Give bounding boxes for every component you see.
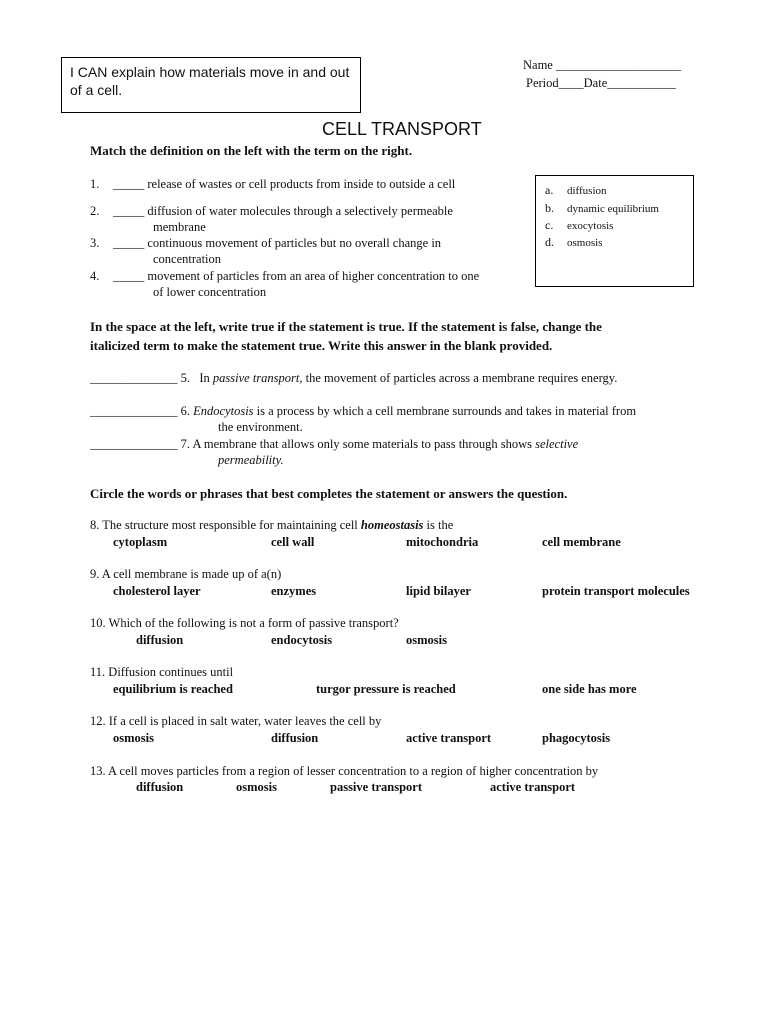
match-item-1 [90, 177, 455, 192]
choice-protein-transport-molecules[interactable]: protein transport molecules [542, 584, 690, 598]
page-title: CELL TRANSPORT [322, 119, 482, 139]
match-item-4 [90, 269, 479, 284]
term-letter: b. [545, 201, 554, 215]
italic-term: passive transport [212, 371, 300, 385]
choice-turgor-pressure-is-reached[interactable]: turgor pressure is reached [316, 682, 456, 696]
statement-pre: A membrane that allows only some materials to pass through shows [192, 437, 536, 451]
choice-diffusion[interactable]: diffusion [271, 731, 319, 745]
answer-blank[interactable]: ______________ [90, 404, 178, 418]
match-item-2 [90, 204, 453, 219]
section2-instructions-line1: In the space at the left, write true if the statement is true. If the statement is false, change the [90, 319, 602, 334]
date-blank[interactable]: ___________ [607, 76, 676, 90]
period-date-field[interactable] [526, 76, 676, 91]
choice-lipid-bilayer[interactable]: lipid bilayer [406, 584, 471, 598]
choice-cytoplasm[interactable]: cytoplasm [113, 535, 168, 549]
item-definition: release of wastes or cell products from inside to outside a cell [147, 177, 456, 191]
item-number: 7. [180, 437, 190, 451]
choice-equilibrium-is-reached[interactable]: equilibrium is reached [113, 682, 233, 696]
choice-mitochondria[interactable]: mitochondria [406, 535, 479, 549]
item-definition-cont: membrane [153, 220, 206, 234]
choice-diffusion[interactable]: diffusion [136, 633, 184, 647]
term-c [545, 218, 613, 233]
item-definition: diffusion of water molecules through a selectively permeable [147, 204, 453, 218]
item-definition-cont: concentration [153, 252, 222, 266]
item-number: 4. [90, 269, 100, 283]
italic-term-cont: permeability. [218, 453, 284, 467]
section3-instructions: Circle the words or phrases that best completes the statement or answers the question. [90, 486, 568, 501]
term-d [545, 235, 602, 250]
term-letter: d. [545, 235, 554, 249]
true-false-6 [90, 404, 636, 419]
answer-blank[interactable]: _____ [113, 269, 145, 283]
period-blank[interactable]: ____ [558, 76, 584, 90]
italic-term: selective [535, 437, 579, 451]
term-b [545, 201, 659, 216]
italic-term: Endocytosis [193, 404, 254, 418]
statement-pre: In [199, 371, 213, 385]
true-false-5 [90, 371, 617, 386]
choice-cholesterol-layer[interactable]: cholesterol layer [113, 584, 201, 598]
term-text: exocytosis [567, 220, 614, 232]
question-8 [90, 518, 453, 533]
term-text: dynamic equilibrium [567, 203, 659, 215]
choice-phagocytosis[interactable]: phagocytosis [542, 731, 611, 745]
terms-box [535, 175, 694, 287]
choice-osmosis[interactable]: osmosis [113, 731, 154, 745]
match-item-3 [90, 236, 441, 251]
statement-post: is a process by which a cell membrane surrounds and takes in material from [253, 404, 637, 418]
choice-osmosis[interactable]: osmosis [236, 780, 277, 794]
question-12: 12. If a cell is placed in salt water, water leaves the cell by [90, 714, 382, 728]
answer-blank[interactable]: _____ [113, 236, 145, 250]
learning-target-box [61, 57, 361, 113]
section1-instructions: Match the definition on the left with the term on the right. [90, 143, 413, 158]
statement-cont: the environment. [218, 420, 303, 434]
question-text: 8. The structure most responsible for maintaining cell [90, 518, 361, 532]
item-number: 5. [180, 371, 190, 385]
question-11: 11. Diffusion continues until [90, 665, 234, 679]
choice-one-side-has-more[interactable]: one side has more [542, 682, 637, 696]
name-field[interactable] [523, 58, 681, 73]
item-definition: movement of particles from an area of higher concentration to one [147, 269, 480, 283]
statement-post: , the movement of particles across a membrane requires energy. [299, 371, 618, 385]
choice-osmosis[interactable]: osmosis [406, 633, 447, 647]
choice-diffusion[interactable]: diffusion [136, 780, 184, 794]
name-blank[interactable]: ____________________ [555, 58, 681, 72]
name-label: Name [523, 58, 553, 72]
choice-passive-transport[interactable]: passive transport [330, 780, 423, 794]
choice-active-transport[interactable]: active transport [406, 731, 492, 745]
term-letter: a. [545, 183, 554, 197]
choice-cell-membrane[interactable]: cell membrane [542, 535, 621, 549]
item-number: 6. [180, 404, 190, 418]
choice-cell-wall[interactable]: cell wall [271, 535, 315, 549]
answer-blank[interactable]: _____ [113, 204, 145, 218]
question-9: 9. A cell membrane is made up of a(n) [90, 567, 282, 581]
term-a [545, 183, 607, 198]
item-number: 2. [90, 204, 100, 218]
term-text: osmosis [567, 237, 603, 249]
item-definition: continuous movement of particles but no overall change in [147, 236, 442, 250]
answer-blank[interactable]: _____ [113, 177, 145, 191]
question-10: 10. Which of the following is not a form of passive transport? [90, 616, 399, 630]
item-number: 1. [90, 177, 100, 191]
italic-term: homeostasis [360, 518, 424, 532]
question-text-post: is the [423, 518, 454, 532]
answer-blank[interactable]: ______________ [90, 437, 178, 451]
section2-instructions-line2: italicized term to make the statement true. Write this answer in the blank provided. [90, 338, 553, 353]
answer-blank[interactable]: ______________ [90, 371, 178, 385]
choice-active-transport[interactable]: active transport [490, 780, 576, 794]
choice-endocytosis[interactable]: endocytosis [271, 633, 333, 647]
date-label: Date [583, 76, 608, 90]
term-letter: c. [545, 218, 554, 232]
item-definition-cont: of lower concentration [153, 285, 267, 299]
learning-target-text: I CAN explain how materials move in and out of a cell. [70, 64, 350, 98]
choice-enzymes[interactable]: enzymes [271, 584, 317, 598]
question-13: 13. A cell moves particles from a region of lesser concentration to a region of higher concentration by [90, 764, 599, 778]
term-text: diffusion [567, 185, 607, 197]
true-false-7 [90, 437, 578, 452]
period-label: Period [526, 76, 559, 90]
item-number: 3. [90, 236, 100, 250]
